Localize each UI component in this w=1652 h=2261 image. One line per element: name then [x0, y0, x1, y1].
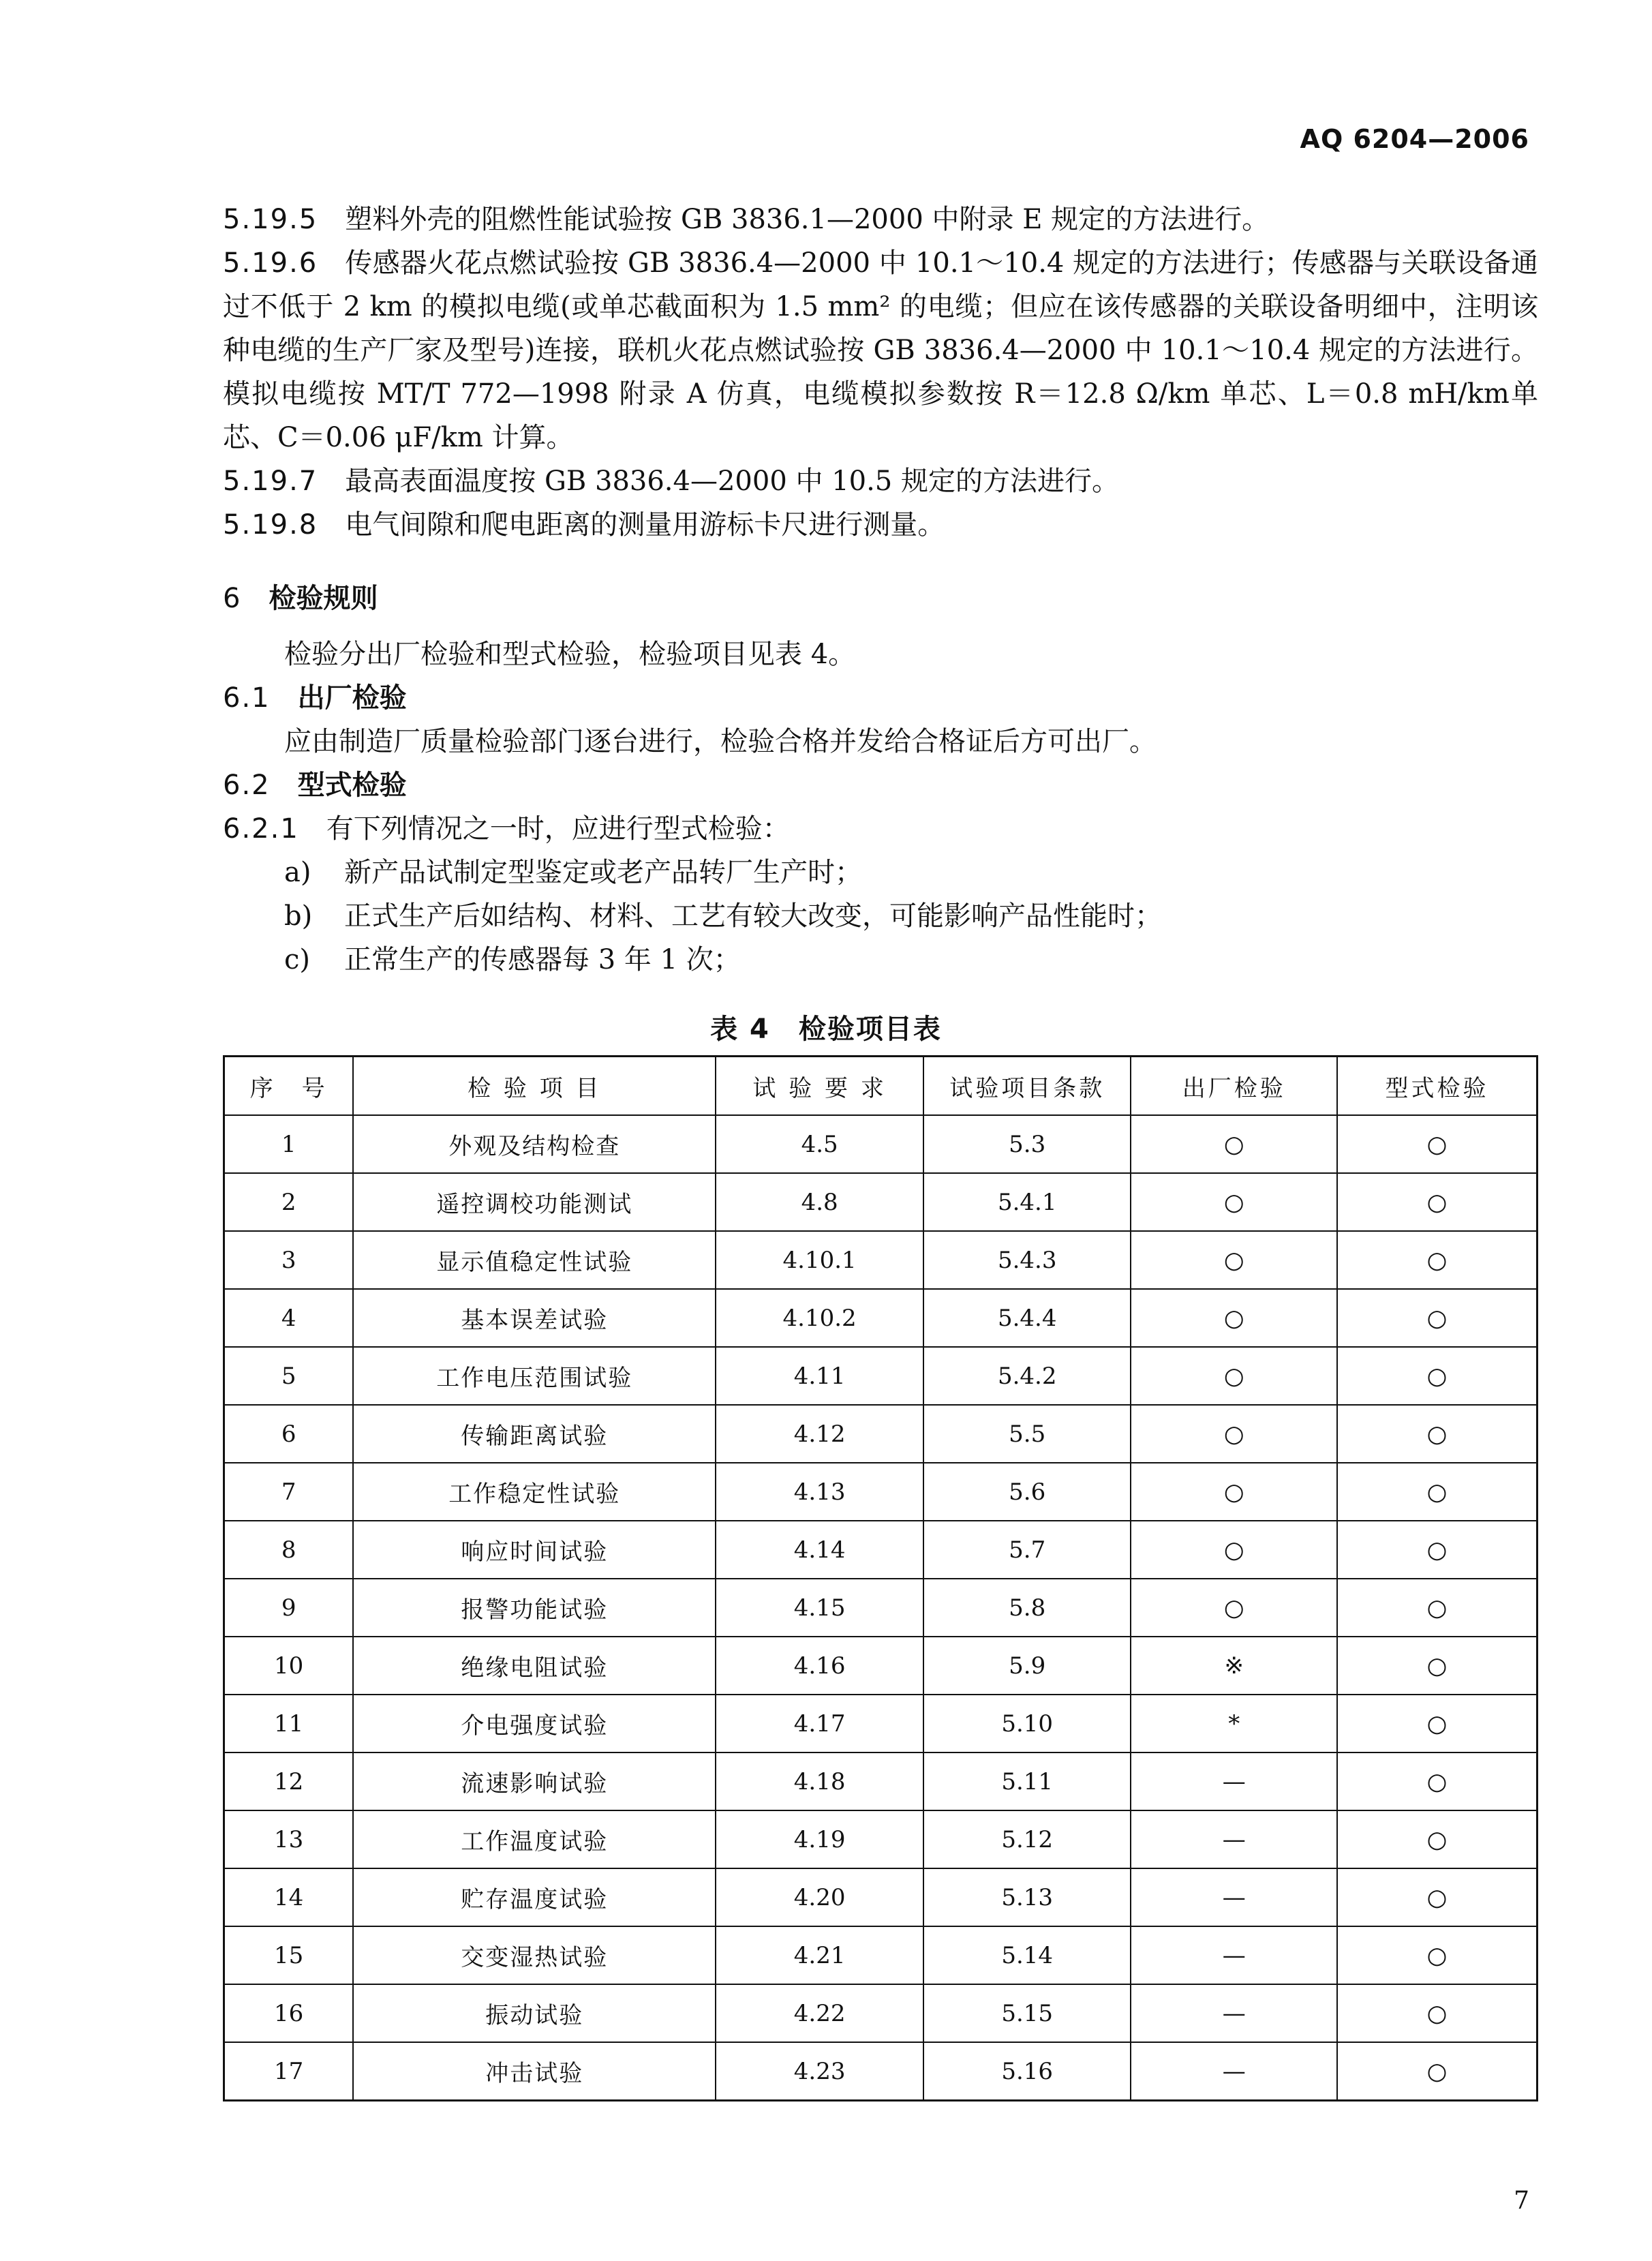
clause-cell: 5.4.4 — [923, 1289, 1131, 1347]
clause-cell: 5.16 — [923, 2042, 1131, 2101]
requirement-cell: 4.23 — [716, 2042, 923, 2101]
requirement-cell: 4.12 — [716, 1405, 923, 1463]
table-row — [224, 1231, 1538, 1289]
table-row — [224, 1637, 1538, 1695]
type-inspection-cell: ○ — [1337, 1695, 1538, 1752]
type-inspection-cell: ○ — [1337, 1868, 1538, 1926]
requirement-cell: 4.13 — [716, 1463, 923, 1521]
factory-inspection-cell: — — [1131, 1984, 1336, 2042]
body-text — [223, 198, 1538, 982]
table-body — [224, 1115, 1538, 2101]
requirement-cell: 4.20 — [716, 1868, 923, 1926]
item-name-cell: 绝缘电阻试验 — [353, 1637, 716, 1695]
clause-cell: 5.3 — [923, 1115, 1131, 1173]
type-inspection-cell: ○ — [1337, 1810, 1538, 1868]
type-inspection-cell: ○ — [1337, 1463, 1538, 1521]
list-item — [223, 851, 1538, 894]
serial-cell: 4 — [224, 1289, 354, 1347]
type-inspection-cell: ○ — [1337, 1347, 1538, 1405]
item-name-cell: 响应时间试验 — [353, 1521, 716, 1579]
item-name-cell: 交变湿热试验 — [353, 1926, 716, 1984]
item-name-cell: 贮存温度试验 — [353, 1868, 716, 1926]
clause-text: 传感器火花点燃试验按 GB 3836.4—2000 中 10.1～10.4 规定的方法进行；传感器与关联设备通过不低于 2 km 的模拟电缆(或单芯截面积为 1.5 mm² 的电缆；但应在该传感器的关联设备明细中，注明该种电缆的生产厂家及型号)连接，联机火花点燃试验按 GB 3836.4—2000 中 10.1～10.4 规定的方法进行。模拟电缆按 MT/T 772—1998 附录 A 仿真，电缆模拟参数按 R＝12.8 Ω/km 单芯、L＝0.8 mH/km单芯、C＝0.06 μF/km 计算。 — [223, 247, 1538, 453]
clause-text: 塑料外壳的阻燃性能试验按 GB 3836.1—2000 中附录 E 规定的方法进行。 — [345, 204, 1270, 235]
table-row — [224, 1347, 1538, 1405]
clause-number: 5.19.7 — [223, 466, 318, 497]
item-name-cell: 工作稳定性试验 — [353, 1463, 716, 1521]
section-heading-6-1 — [223, 676, 1538, 720]
table-row — [224, 1810, 1538, 1868]
clause-cell: 5.4.2 — [923, 1347, 1131, 1405]
type-inspection-cell: ○ — [1337, 1579, 1538, 1637]
item-name-cell: 工作电压范围试验 — [353, 1347, 716, 1405]
list-item-text: 正常生产的传感器每 3 年 1 次； — [344, 944, 741, 975]
requirement-cell: 4.17 — [716, 1695, 923, 1752]
factory-inspection-cell: ○ — [1131, 1521, 1336, 1579]
table-header-row — [224, 1057, 1538, 1116]
list-marker: a) — [284, 857, 311, 888]
clause-text: 电气间隙和爬电距离的测量用游标卡尺进行测量。 — [345, 509, 945, 541]
item-name-cell: 报警功能试验 — [353, 1579, 716, 1637]
type-inspection-cell: ○ — [1337, 1405, 1538, 1463]
type-inspection-cell: ○ — [1337, 1926, 1538, 1984]
serial-cell: 6 — [224, 1405, 354, 1463]
serial-cell: 10 — [224, 1637, 354, 1695]
requirement-cell: 4.14 — [716, 1521, 923, 1579]
clause-6-2-1 — [223, 807, 1538, 851]
clause-cell: 5.15 — [923, 1984, 1131, 2042]
clause-number: 6.2.1 — [223, 813, 299, 845]
item-name-cell: 传输距离试验 — [353, 1405, 716, 1463]
factory-inspection-cell: ○ — [1131, 1231, 1336, 1289]
factory-inspection-cell: ○ — [1131, 1579, 1336, 1637]
serial-cell: 13 — [224, 1810, 354, 1868]
serial-cell: 12 — [224, 1752, 354, 1810]
clause-number: 5.19.5 — [223, 204, 318, 235]
table-row — [224, 1579, 1538, 1637]
table-row — [224, 1405, 1538, 1463]
factory-inspection-cell: ○ — [1131, 1405, 1336, 1463]
column-header: 试 验 要 求 — [716, 1057, 923, 1116]
section-intro: 检验分出厂检验和型式检验，检验项目见表 4。 — [284, 639, 856, 670]
clause-5-19-5 — [223, 198, 1538, 241]
clause-cell: 5.7 — [923, 1521, 1131, 1579]
serial-cell: 5 — [224, 1347, 354, 1405]
list-item-text: 新产品试制定型鉴定或老产品转厂生产时； — [344, 857, 862, 888]
table-row — [224, 1984, 1538, 2042]
factory-inspection-cell: ○ — [1131, 1115, 1336, 1173]
factory-inspection-cell: ○ — [1131, 1173, 1336, 1231]
section-number: 6 — [223, 583, 242, 614]
factory-inspection-cell: ○ — [1131, 1463, 1336, 1521]
clause-5-19-8 — [223, 503, 1538, 547]
factory-inspection-cell: — — [1131, 1926, 1336, 1984]
document-code: AQ 6204—2006 — [1300, 124, 1529, 154]
requirement-cell: 4.10.2 — [716, 1289, 923, 1347]
inspection-items-table — [223, 1055, 1538, 2101]
list-item-text: 正式生产后如结构、材料、工艺有较大改变，可能影响产品性能时； — [344, 900, 1162, 932]
table-row — [224, 1695, 1538, 1752]
requirement-cell: 4.11 — [716, 1347, 923, 1405]
factory-inspection-cell: ※ — [1131, 1637, 1336, 1695]
item-name-cell: 工作温度试验 — [353, 1810, 716, 1868]
item-name-cell: 显示值稳定性试验 — [353, 1231, 716, 1289]
clause-cell: 5.4.1 — [923, 1173, 1131, 1231]
clause-cell: 5.4.3 — [923, 1231, 1131, 1289]
column-header: 检 验 项 目 — [353, 1057, 716, 1116]
type-inspection-cell: ○ — [1337, 1231, 1538, 1289]
section-title: 型式检验 — [297, 770, 407, 801]
table-row — [224, 1115, 1538, 1173]
clause-cell: 5.10 — [923, 1695, 1131, 1752]
clause-number: 5.19.6 — [223, 247, 318, 279]
item-name-cell: 外观及结构检查 — [353, 1115, 716, 1173]
serial-cell: 1 — [224, 1115, 354, 1173]
table-row — [224, 1868, 1538, 1926]
item-name-cell: 基本误差试验 — [353, 1289, 716, 1347]
factory-inspection-cell: — — [1131, 1810, 1336, 1868]
requirement-cell: 4.5 — [716, 1115, 923, 1173]
serial-cell: 7 — [224, 1463, 354, 1521]
section-number: 6.2 — [223, 770, 271, 801]
clause-text: 最高表面温度按 GB 3836.4—2000 中 10.5 规定的方法进行。 — [345, 466, 1119, 497]
factory-inspection-cell: — — [1131, 1868, 1336, 1926]
column-header: 序 号 — [224, 1057, 354, 1116]
requirement-cell: 4.21 — [716, 1926, 923, 1984]
item-name-cell: 流速影响试验 — [353, 1752, 716, 1810]
type-inspection-cell: ○ — [1337, 1173, 1538, 1231]
type-inspection-cell: ○ — [1337, 1115, 1538, 1173]
clause-cell: 5.14 — [923, 1926, 1131, 1984]
requirement-cell: 4.15 — [716, 1579, 923, 1637]
clause-5-19-7 — [223, 459, 1538, 503]
type-inspection-cell: ○ — [1337, 1984, 1538, 2042]
clause-cell: 5.6 — [923, 1463, 1131, 1521]
clause-cell: 5.13 — [923, 1868, 1131, 1926]
clause-cell: 5.8 — [923, 1579, 1131, 1637]
serial-cell: 17 — [224, 2042, 354, 2101]
table-row — [224, 1752, 1538, 1810]
factory-inspection-cell: * — [1131, 1695, 1336, 1752]
type-inspection-cell: ○ — [1337, 1289, 1538, 1347]
section-heading-6 — [223, 577, 1538, 620]
clause-text: 有下列情况之一时，应进行型式检验： — [326, 813, 790, 845]
serial-cell: 3 — [224, 1231, 354, 1289]
clause-number: 5.19.8 — [223, 509, 318, 541]
requirement-cell: 4.10.1 — [716, 1231, 923, 1289]
requirement-cell: 4.8 — [716, 1173, 923, 1231]
type-inspection-cell: ○ — [1337, 1521, 1538, 1579]
table-row — [224, 1926, 1538, 1984]
section-title: 检验规则 — [269, 583, 378, 614]
page-number: 7 — [1514, 2187, 1529, 2215]
clause-cell: 5.12 — [923, 1810, 1131, 1868]
section-6-1-text: 应由制造厂质量检验部门逐台进行，检验合格并发给合格证后方可出厂。 — [284, 726, 1157, 757]
item-name-cell: 振动试验 — [353, 1984, 716, 2042]
list-marker: b) — [284, 900, 313, 932]
section-heading-6-2 — [223, 763, 1538, 807]
clause-5-19-6 — [223, 241, 1538, 459]
serial-cell: 16 — [224, 1984, 354, 2042]
serial-cell: 8 — [224, 1521, 354, 1579]
table-row — [224, 1521, 1538, 1579]
column-header: 型式检验 — [1337, 1057, 1538, 1116]
serial-cell: 15 — [224, 1926, 354, 1984]
table-row — [224, 1463, 1538, 1521]
requirement-cell: 4.18 — [716, 1752, 923, 1810]
requirement-cell: 4.16 — [716, 1637, 923, 1695]
factory-inspection-cell: — — [1131, 1752, 1336, 1810]
table-caption: 表 4 检验项目表 — [710, 1014, 942, 1045]
clause-cell: 5.11 — [923, 1752, 1131, 1810]
type-inspection-cell: ○ — [1337, 1637, 1538, 1695]
table-row — [224, 1289, 1538, 1347]
requirement-cell: 4.22 — [716, 1984, 923, 2042]
item-name-cell: 冲击试验 — [353, 2042, 716, 2101]
factory-inspection-cell: ○ — [1131, 1289, 1336, 1347]
clause-cell: 5.9 — [923, 1637, 1131, 1695]
section-title: 出厂检验 — [297, 682, 407, 714]
column-header: 出厂检验 — [1131, 1057, 1336, 1116]
list-marker: c) — [284, 944, 311, 975]
table-row — [224, 2042, 1538, 2101]
section-number: 6.1 — [223, 682, 271, 714]
serial-cell: 9 — [224, 1579, 354, 1637]
column-header: 试验项目条款 — [923, 1057, 1131, 1116]
serial-cell: 14 — [224, 1868, 354, 1926]
type-inspection-cell: ○ — [1337, 1752, 1538, 1810]
item-name-cell: 遥控调校功能测试 — [353, 1173, 716, 1231]
requirement-cell: 4.19 — [716, 1810, 923, 1868]
table-row — [224, 1173, 1538, 1231]
clause-cell: 5.5 — [923, 1405, 1131, 1463]
type-inspection-cell: ○ — [1337, 2042, 1538, 2101]
serial-cell: 2 — [224, 1173, 354, 1231]
factory-inspection-cell: ○ — [1131, 1347, 1336, 1405]
factory-inspection-cell: — — [1131, 2042, 1336, 2101]
list-item — [223, 894, 1538, 938]
list-item — [223, 938, 1538, 982]
item-name-cell: 介电强度试验 — [353, 1695, 716, 1752]
serial-cell: 11 — [224, 1695, 354, 1752]
